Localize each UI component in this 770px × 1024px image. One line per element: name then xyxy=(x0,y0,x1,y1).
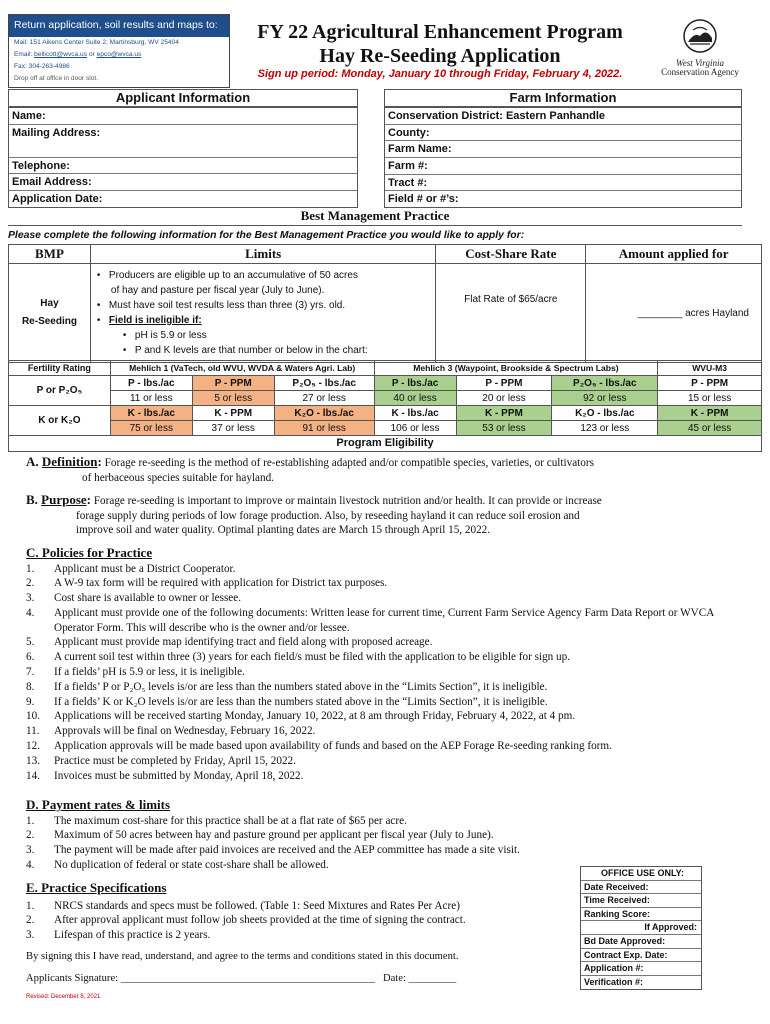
amount-cell[interactable] xyxy=(586,264,762,363)
k-head: K₂O - lbs./ac xyxy=(274,406,374,421)
p-head: P - lbs./ac xyxy=(110,376,192,391)
email-link-1[interactable]: bellicott@wvca.us xyxy=(34,51,88,58)
bmp-name xyxy=(9,264,91,363)
return-title: Return application, soil results and maps to: xyxy=(9,15,229,37)
time-received-field: Time Received: xyxy=(581,894,701,908)
email-field[interactable]: Email Address: xyxy=(9,174,357,191)
applicant-info-box xyxy=(8,107,358,208)
conservation-district-field: Conservation District: Eastern Panhandle xyxy=(385,108,741,125)
section-a-text: Forage re-seeding is the method of re-establishing adapted and/or compatible species, varieties, or cultivators xyxy=(101,457,594,469)
list-item: 2. A W-9 tax form will be required with application for District tax purposes. xyxy=(26,577,388,590)
list-item: 13. Practice must be completed by Friday, April 15, 2022. xyxy=(26,754,296,767)
application-number-field: Application #: xyxy=(581,962,701,976)
p-value: 20 or less xyxy=(456,391,552,406)
spec-list xyxy=(26,899,571,943)
limits-cell xyxy=(90,264,435,363)
section-a-label: A. xyxy=(26,454,42,469)
p-value: 27 or less xyxy=(274,391,374,406)
application-date-field[interactable]: Application Date: xyxy=(12,193,103,206)
col-amount: Amount applied for xyxy=(586,245,762,264)
list-item: 12. Application approvals will be made based upon availability of funds and based on the AEP Forage Re-seeding ranking form. xyxy=(26,740,612,753)
list-item: 10. Applications will be received starting Monday, January 10, 2022, at 8 am through Friday, February 4, 2022, at 4 pm. xyxy=(26,710,576,723)
p-head: P₂O₅ - lbs./ac xyxy=(274,376,374,391)
k-label: K or K₂O xyxy=(9,406,111,436)
name-field[interactable]: Name: xyxy=(9,108,357,125)
amount-unit: acres Hayland xyxy=(682,307,749,319)
bmp-header: Best Management Practice xyxy=(8,208,742,226)
k-head: K - PPM xyxy=(456,406,552,421)
fax-line: Fax: 304-263-4986 xyxy=(14,63,70,70)
list-item: 8. If a fields’ P or P₂O₅ levels is/or are less than the numbers stated above in the “Limits Section”, it is ineligible. xyxy=(26,680,548,693)
farm-info-header: Farm Information xyxy=(384,89,742,107)
list-item: 9. If a fields’ K or K₂O levels is/or are less than the numbers stated above in the “Limits Section”, it is ineligible. xyxy=(26,695,548,708)
k-value: 37 or less xyxy=(192,421,274,436)
section-a-text-2: of herbaceous species suitable for hayland. xyxy=(82,471,274,484)
signup-period: Sign up period: Monday, January 10 through Friday, February 4, 2022. xyxy=(257,68,623,80)
policies-list xyxy=(26,562,761,784)
k-value: 123 or less xyxy=(552,421,658,436)
section-b-title: Purpose xyxy=(41,492,87,507)
mail-address: Mail: 151 Aikens Center Suite 2; Martinsburg, WV 25404 xyxy=(14,39,179,46)
mehlich-1-header: Mehlich 1 (VaTech, old WVU, WVDA & Waters Agri. Lab) xyxy=(110,361,374,376)
p-value: 15 or less xyxy=(658,391,762,406)
p-head: P - PPM xyxy=(658,376,762,391)
farm-name-field[interactable]: Farm Name: xyxy=(385,141,741,158)
office-title: OFFICE USE ONLY: xyxy=(581,867,701,881)
list-item: 3. Cost share is available to owner or lessee. xyxy=(26,592,242,605)
k-head: K - lbs./ac xyxy=(374,406,456,421)
field-number-field[interactable]: Field # or #’s: xyxy=(388,193,459,206)
revised-date: Revised: December 8, 2021 xyxy=(26,994,101,1000)
k-head: K - lbs./ac xyxy=(110,406,192,421)
bd-date-field: Bd Date Approved: xyxy=(581,935,701,949)
list-item: 5. Applicant must provide map identifying tract and field along with proposed acreage. xyxy=(26,636,433,649)
p-value: 92 or less xyxy=(552,391,658,406)
farm-info-box xyxy=(384,107,742,208)
p-label: P or P₂O₅ xyxy=(9,376,111,406)
col-rate: Cost-Share Rate xyxy=(436,245,586,264)
farm-number-field[interactable]: Farm #: xyxy=(385,158,741,175)
title-line-1: FY 22 Agricultural Enhancement Program xyxy=(257,21,623,43)
section-b-text-3: improve soil and water quality. Optimal planting dates are March 15 through April 15, 2022. xyxy=(76,524,491,536)
list-item: 2. Maximum of 50 acres between hay and pasture ground per applicant per fiscal year (July to June). xyxy=(26,829,494,842)
list-item: 1. Applicant must be a District Cooperator. xyxy=(26,562,236,575)
limit-5: • P and K levels are that number or below in the chart: xyxy=(122,345,368,356)
limit-4: • pH is 5.9 or less xyxy=(122,330,207,341)
k-head: K₂O - lbs./ac xyxy=(552,406,658,421)
list-item: 1. The maximum cost-share for this practice shall be at a flat rate of $65 per acre. xyxy=(26,814,407,827)
bmp-table xyxy=(8,244,762,363)
list-item: 3. Lifespan of this practice is 2 years. xyxy=(26,929,211,942)
list-item: 14. Invoices must be submitted by Monday, April 18, 2022. xyxy=(26,769,304,782)
logo-line-2: Conservation Agency xyxy=(661,67,739,77)
office-use-box xyxy=(580,866,702,990)
page-title xyxy=(240,20,640,68)
verification-number-field: Verification #: xyxy=(584,976,644,987)
bmp-name-line-1: Hay xyxy=(40,298,59,309)
signature-line xyxy=(26,972,456,987)
p-value: 11 or less xyxy=(110,391,192,406)
program-eligibility-header: Program Eligibility xyxy=(8,436,762,452)
return-address-box xyxy=(8,14,230,88)
list-item: 11. Approvals will be final on Wednesday, February 16, 2022. xyxy=(26,725,316,738)
email-link-2[interactable]: epco@wvca.us xyxy=(96,51,142,58)
email-line xyxy=(9,49,229,61)
wv-seal-icon xyxy=(682,18,718,54)
list-item: 3. The payment will be made after paid invoices are received and the AEP committee has made a site visit. xyxy=(26,844,520,857)
logo-line-1: West Virginia xyxy=(676,58,724,68)
tract-number-field[interactable]: Tract #: xyxy=(385,175,741,192)
section-c-title: C. Policies for Practice xyxy=(26,545,153,560)
section-d xyxy=(26,798,761,873)
k-value: 53 or less xyxy=(456,421,552,436)
date-label: Date: xyxy=(375,973,409,984)
p-value: 5 or less xyxy=(192,391,274,406)
section-b: B. Purpose: Forage re-seeding is important to improve or maintain livestock nutrition and/or health. It can provide or increase forage supply during periods of low forage production. Also, by reseeding hayland it can reduce soil erosion and improve soil and water quality. Optimal planting dates are March 15 through April 15, 2022. xyxy=(26,493,756,538)
k-head: K - PPM xyxy=(192,406,274,421)
k-value: 75 or less xyxy=(110,421,192,436)
section-b-label: B. xyxy=(26,492,42,507)
col-bmp: BMP xyxy=(9,245,91,264)
k-value: 45 or less xyxy=(658,421,762,436)
payment-list xyxy=(26,814,761,873)
signature-label: Applicants Signature: xyxy=(26,973,121,984)
rate-cell: Flat Rate of $65/acre xyxy=(436,264,586,363)
k-value: 91 or less xyxy=(274,421,374,436)
list-item: 4. Applicant must provide one of the following documents: Written lease for current time, Current Farm Service Agency Farm Data Report or WVCA Operator Form. This will describe who is the owner and/or lessee. xyxy=(26,606,714,634)
list-item: 4. No duplication of federal or state cost-share shall be allowed. xyxy=(26,858,329,871)
agreement-text: By signing this I have read, understand, and agree to the terms and conditions stated in this document. xyxy=(26,951,459,962)
p-head: P - PPM xyxy=(192,376,274,391)
signature-input[interactable]: ________________________________________________ xyxy=(120,973,375,984)
wvu-m3-header: WVU-M3 xyxy=(658,361,762,376)
date-received-field: Date Received: xyxy=(581,881,701,895)
p-head: P - lbs./ac xyxy=(374,376,456,391)
p-value: 40 or less xyxy=(374,391,456,406)
list-item: 7. If a fields’ pH is 5.9 or less, it is ineligible. xyxy=(26,666,245,679)
amount-blank[interactable]: ________ xyxy=(637,307,683,319)
section-d-title: D. Payment rates & limits xyxy=(26,797,171,812)
section-a: A. Definition: Forage re-seeding is the method of re-establishing adapted and/or compatible species, varieties, or cultivators of herbaceous species suitable for hayland. xyxy=(26,455,756,485)
email-or: or xyxy=(87,51,97,58)
applicant-info-header: Applicant Information xyxy=(8,89,358,107)
limit-1: • Producers are eligible up to an accumulative of 50 acres xyxy=(96,270,358,281)
mailing-address-field[interactable]: Mailing Address: xyxy=(9,125,357,158)
section-e xyxy=(26,881,571,943)
k-head: K - PPM xyxy=(658,406,762,421)
mehlich-3-header: Mehlich 3 (Waypoint, Brookside & Spectrum Labs) xyxy=(374,361,658,376)
k-value: 106 or less xyxy=(374,421,456,436)
title-line-2: Hay Re-Seeding Application xyxy=(319,45,561,67)
list-item: 1. NRCS standards and specs must be followed. (Table 1: Seed Mixtures and Rates Per Acre) xyxy=(26,899,460,912)
limit-2: • Must have soil test results less than three (3) yrs. old. xyxy=(96,300,346,311)
section-e-title: E. Practice Specifications xyxy=(26,880,167,895)
contract-exp-field: Contract Exp. Date: xyxy=(581,949,701,963)
list-item: 6. A current soil test within three (3) years for each field/s must be filed with the application to be eligible for sign up. xyxy=(26,651,571,664)
p-head: P - PPM xyxy=(456,376,552,391)
section-b-text-2: forage supply during periods of low forage production. Also, by reseeding hayland it can reduce soil erosion and xyxy=(76,509,580,522)
soil-fertility-table xyxy=(8,360,762,436)
ranking-score-field: Ranking Score: xyxy=(581,908,701,922)
drop-off-line: Drop off at office in door slot. xyxy=(14,75,99,82)
p-head: P₂O₅ - lbs./ac xyxy=(552,376,658,391)
section-c xyxy=(26,546,761,783)
email-label: Email: xyxy=(14,51,35,58)
col-limits: Limits xyxy=(90,245,435,264)
limit-1-cont: of hay and pasture per fiscal year (July to June). xyxy=(110,285,325,296)
date-input[interactable]: _________ xyxy=(408,973,457,984)
limit-3: • Field is ineligible if: xyxy=(96,315,202,326)
section-b-text: Forage re-seeding is important to improve or maintain livestock nutrition and/or health. It can provide or increase xyxy=(91,495,602,507)
section-a-title: Definition xyxy=(41,454,98,469)
telephone-field[interactable]: Telephone: xyxy=(9,158,357,175)
bmp-name-line-2: Re-Seeding xyxy=(21,316,77,327)
county-field[interactable]: County: xyxy=(385,125,741,142)
agency-logo xyxy=(654,18,746,80)
list-item: 2. After approval applicant must follow job sheets provided at the time of signing the contract. xyxy=(26,914,466,927)
bmp-note: Please complete the following information for the Best Management Practice you would like to apply for: xyxy=(8,230,525,241)
fertility-rating-label: Fertility Rating xyxy=(9,361,111,376)
if-approved-label: If Approved: xyxy=(581,921,701,935)
